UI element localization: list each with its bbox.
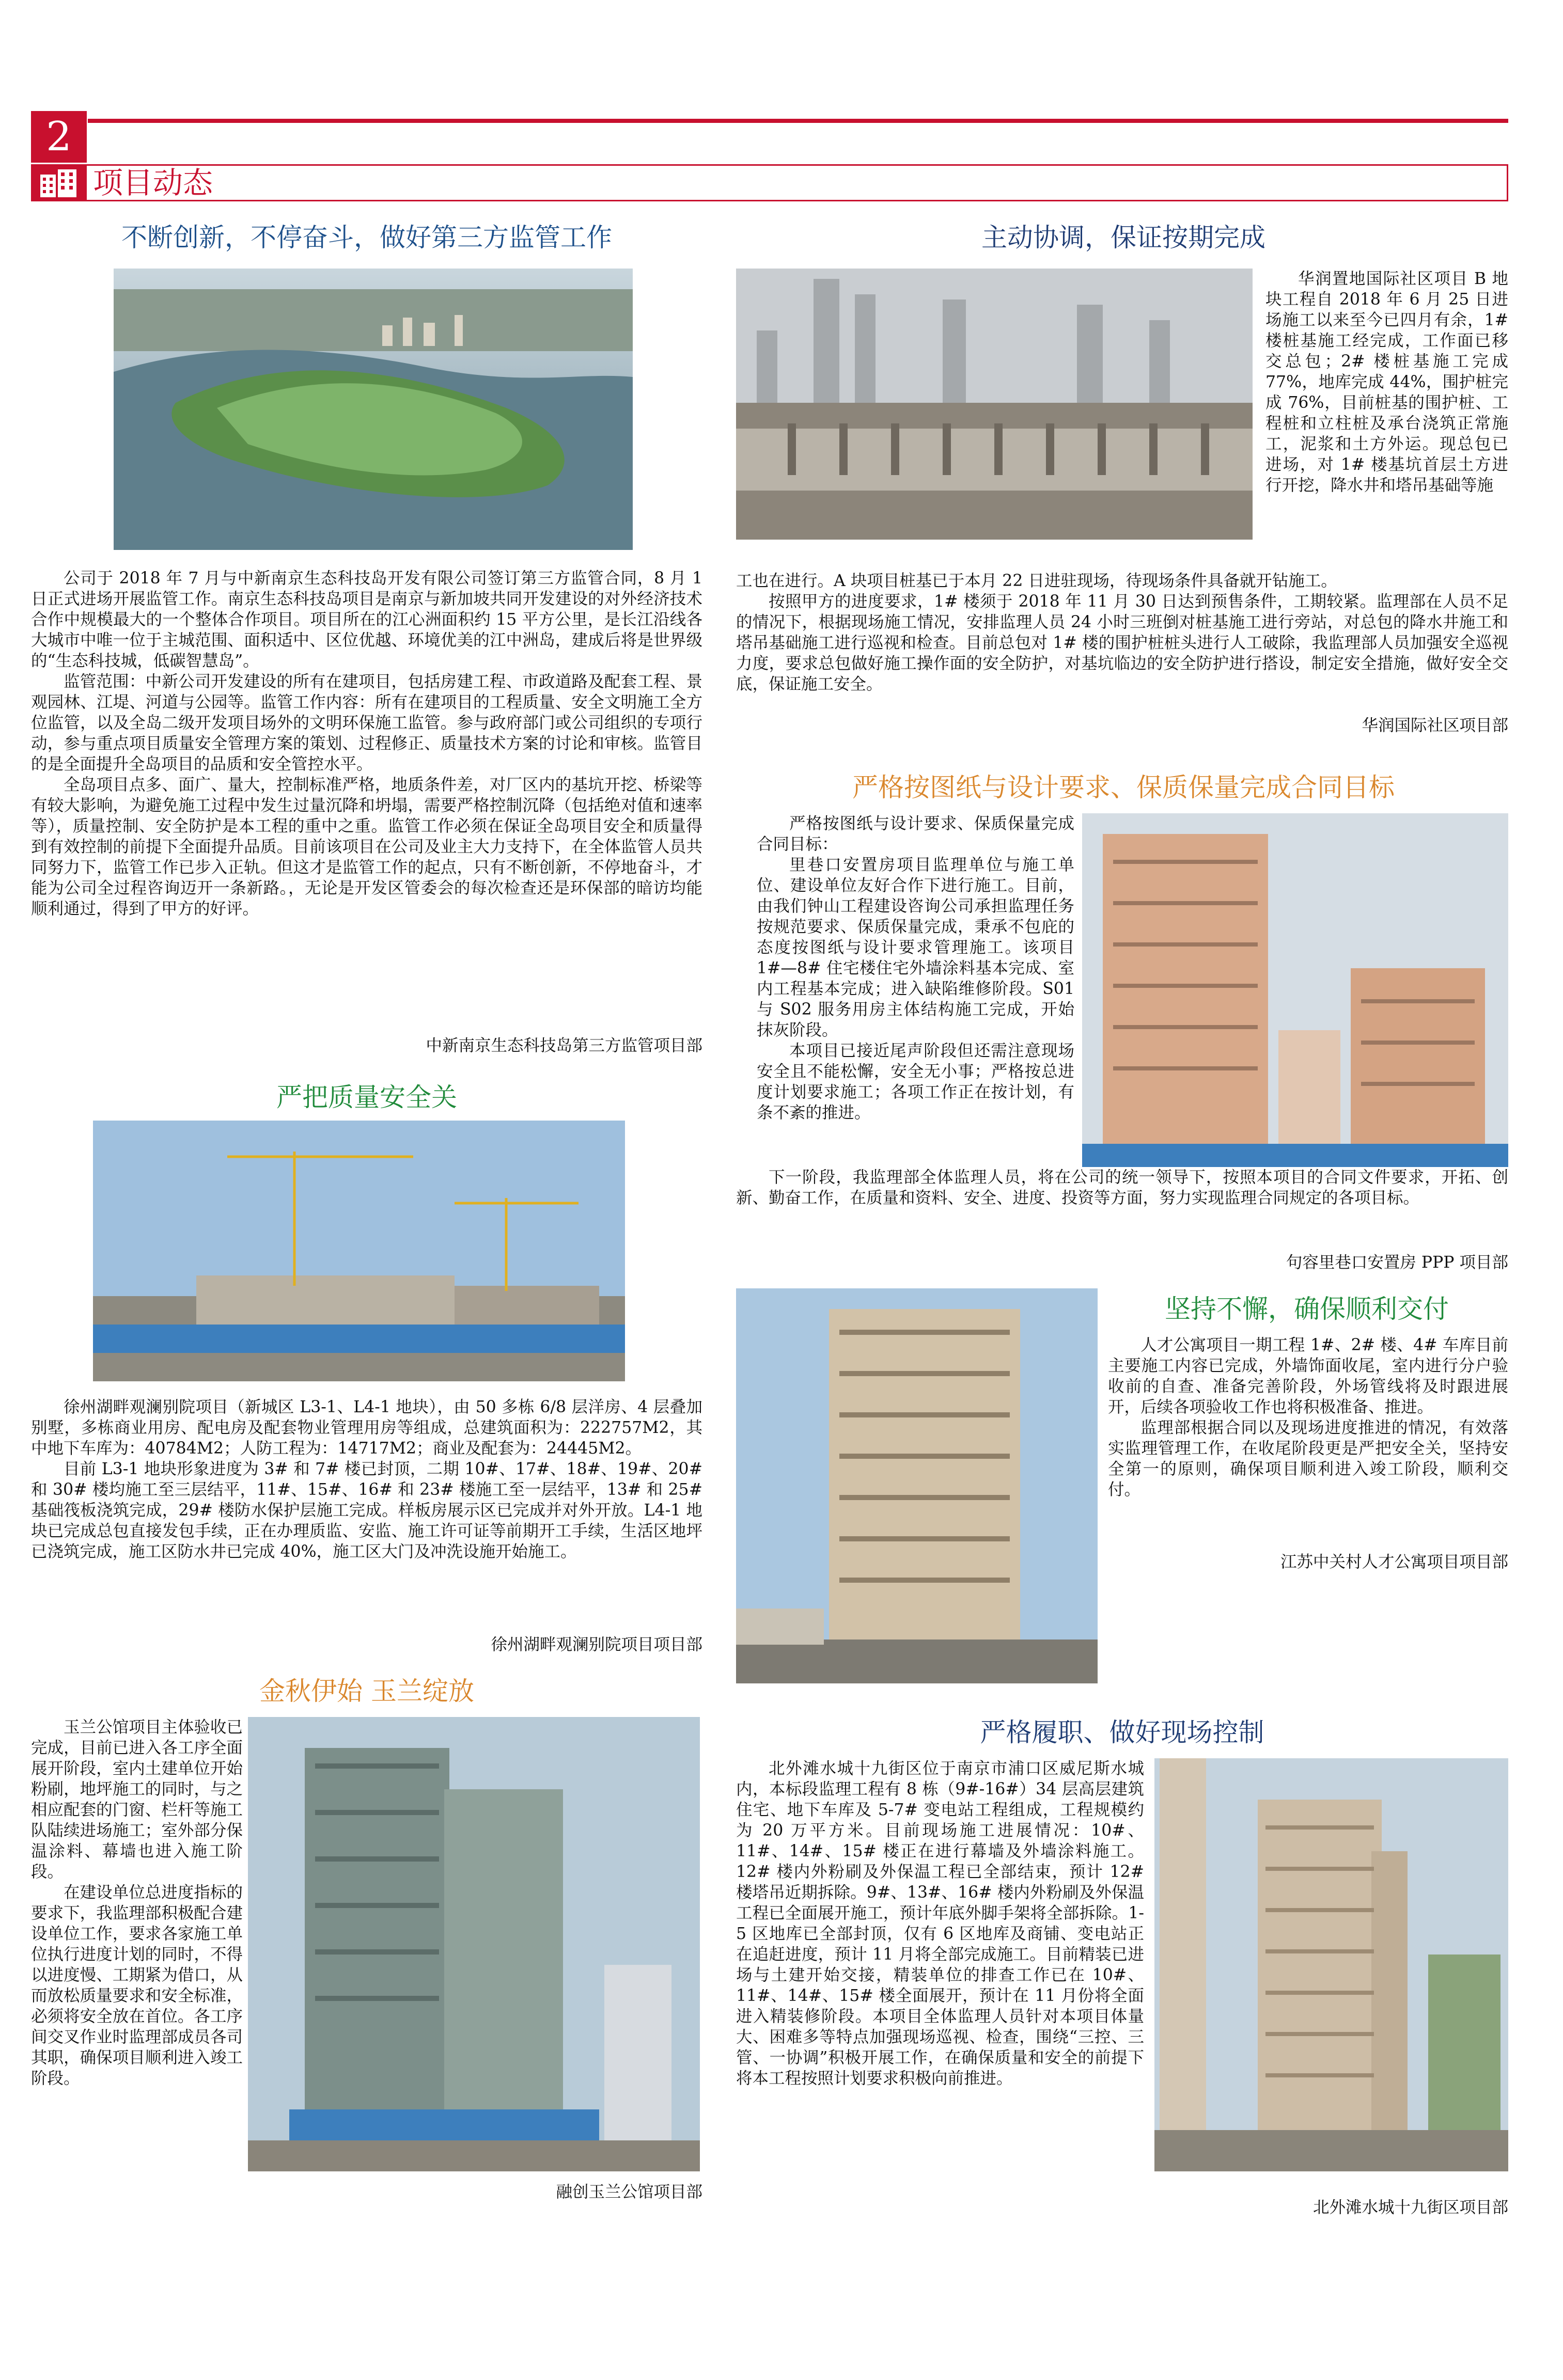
article-5-paragraph: 里巷口安置房项目监理单位与施工单位、建设单位友好合作下进行施工。目前，由我们钟山工程建设咨询公司承担监理任务按规范要求、保质保量完成，秉承不包庇的态度按图纸与设计要求管理施工。该项目 1#—8# 住宅楼住宅外墙涂料基本完成、室内工程基本完成；进入缺陷维修阶段。S01 与 S02 服务用房主体结构施工完成，开始抹灰阶段。 — [757, 856, 1074, 1039]
article-7-photo — [1154, 1758, 1508, 2171]
article-6-body — [1108, 1335, 1508, 1500]
article-1-paragraph: 全岛项目点多、面广、量大，控制标准严格，地质条件差，对厂区内的基坑开挖、桥梁等有较大影响，为避免施工过程中发生过量沉降和坍塌，需要严格控制沉降（包括绝对值和速率等），质量控制、安全防护是本工程的重中之重。监管工作必须在保证全岛项目安全和质量得到有效控制的前提下全面提升品质。目前该项目在公司及业主大力支持下，在全体监管人员共同努力下，监管工作已步入正轨。但这才是监管工作的起点，只有不断创新，不停地奋斗，才能为公司全过程咨询迈开一条新路。，无论是开发区管委会的每次检查还是环保部的暗访均能顺利通过，得到了甲方的好评。 — [31, 776, 702, 918]
article-5-paragraph: 下一阶段，我监理部全体监理人员，将在公司的统一领导下，按照本项目的合同文件要求，开拓、创新、勤奋工作，在质量和资料、安全、进度、投资等方面，努力实现监理合同规定的各项目标。 — [736, 1168, 1508, 1207]
article-5-body-2 — [736, 1167, 1508, 1208]
article-4-paragraph: 工也在进行。A 块项目桩基已于本月 22 日进驻现场，待现场条件具备就开钻施工。 — [736, 572, 1337, 590]
header-rule — [88, 119, 1508, 123]
article-4-paragraph: 按照甲方的进度要求，1# 楼须于 2018 年 11 月 30 日达到预售条件，工期较紧。监理部在人员不足的情况下，根据现场施工情况，安排监理人员 24 小时三班倒对桩基施工进行旁站，对总包的降水井施工和塔吊基础施工进行巡视和检查。目前总包对 1# 楼的围护桩桩头进行人工破除，我监理部人员加强安全巡视力度，要求总包做好施工操作面的安全防护，对基坑临边的安全防护进行搭设，制定安全措施，做好安全交底，保证施工安全。 — [736, 592, 1508, 693]
article-7-title: 严格履职、做好现场控制 — [980, 1717, 1264, 1747]
article-6-paragraph: 监理部根据合同以及现场进度推进的情况，有效落实监理管理工作，在收尾阶段更是严把安全关，坚持安全第一的原则，确保项目顺利进入竣工阶段，顺利交付。 — [1108, 1418, 1508, 1499]
article-6-paragraph: 人才公寓项目一期工程 1#、2# 楼、4# 车库目前主要施工内容已完成，外墙饰面收尾，室内进行分户验收前的自查、准备完善阶段，外场管线将及时跟进展开，后续各项验收工作也将积极准备、推进。 — [1108, 1336, 1508, 1416]
article-1-paragraph: 监管范围：中新公司开发建设的所有在建项目，包括房建工程、市政道路及配套工程、景观园林、江堤、河道与公园等。监管工作内容：所有在建项目的工程质量、安全文明施工全方位监管，以及全岛二级开发项目场外的文明环保施工监管。参与政府部门或公司组织的专项行动，参与重点项目质量安全管理方案的策划、过程修正、质量技术方案的讨论和审核。监管目的是全面提升全岛项目的品质和安全管控水平。 — [31, 672, 702, 774]
article-2-title: 严把质量安全关 — [276, 1082, 457, 1112]
section-banner — [31, 164, 1508, 201]
article-4-title: 主动协调，保证按期完成 — [981, 223, 1265, 253]
article-3-paragraph: 玉兰公馆项目主体验收已完成，目前已进入各工序全面展开阶段，室内土建单位开始粉刷，地坪施工的同时，与之相应配套的门窗、栏杆等施工队陆续进场施工；室外部分保温涂料、幕墙也进入施工阶段。 — [31, 1718, 243, 1881]
article-5-paragraph: 本项目已接近尾声阶段但还需注意现场安全且不能松懈，安全无小事；严格按总进度计划要求施工；各项工作正在按计划，有条不紊的推进。 — [757, 1042, 1074, 1122]
article-5-lead: 严格按图纸与设计要求、保质保量完成合同目标： — [757, 814, 1074, 854]
article-1-photo — [114, 269, 633, 550]
article-5-signature: 句容里巷口安置房 PPP 项目部 — [1286, 1253, 1508, 1272]
article-3-signature: 融创玉兰公馆项目部 — [556, 2183, 702, 2201]
article-3-title: 金秋伊始 玉兰绽放 — [259, 1676, 474, 1706]
article-1-paragraph: 公司于 2018 年 7 月与中新南京生态科技岛开发有限公司签订第三方监管合同，8 月 1 日正式进场开展监管工作。南京生态科技岛项目是南京与新加坡共同开发建设的对外经济技术合作中规模最大的一个整体合作项目。项目所在的江心洲面积约 15 平方公里，是长江沿线各大城市中唯一位于主城范围、面积适中、区位优越、环境优美的江中洲岛，建成后将是世界级的“生态科技城，低碳智慧岛”。 — [31, 569, 702, 670]
article-1-title: 不断创新，不停奋斗，做好第三方监管工作 — [121, 223, 612, 253]
building-icon — [37, 167, 81, 198]
article-2-signature: 徐州湖畔观澜别院项目项目部 — [491, 1635, 702, 1654]
article-4-signature: 华润国际社区项目部 — [1362, 716, 1508, 735]
article-4-side-paragraph: 华润置地国际社区项目 B 地块工程自 2018 年 6 月 25 日进场施工以来至今已四月有余，1# 楼桩基施工经完成，工作面已移交总包；2# 楼桩基施工完成 77%，地库完成 44%，围护桩完成 76%，目前桩基的围护桩、工程桩和立柱桩及承台浇筑正常施工，泥浆和土方外运。现总包已进场，对 1# 楼基坑首层土方进行开挖，降水井和塔吊基础等施 — [1265, 270, 1508, 495]
article-7-signature: 北外滩水城十九街区项目部 — [1312, 2198, 1508, 2217]
article-5-photo — [1082, 813, 1508, 1167]
article-1-signature: 中新南京生态科技岛第三方监管项目部 — [426, 1036, 702, 1055]
article-2-paragraph: 徐州湖畔观澜别院项目（新城区 L3-1、L4-1 地块），由 50 多栋 6/8 层洋房、4 层叠加别墅，多栋商业用房、配电房及配套物业管理用房等组成，总建筑面积为：222757M2，其中地下车库为：40784M2；人防工程为：14717M2；商业及配套为：24445M2。 — [31, 1398, 702, 1458]
section-title: 项目动态 — [93, 165, 213, 200]
article-6-title: 坚持不懈，确保顺利交付 — [1165, 1294, 1449, 1324]
article-7-body — [736, 1758, 1144, 2089]
article-3-photo — [248, 1717, 700, 2171]
article-2-paragraph: 目前 L3-1 地块形象进度为 3# 和 7# 楼已封顶，二期 10#、17#、18#、19#、20# 和 30# 楼均施工至三层结平，11#、15#、16# 和 23# 楼施工至一层结平，13# 和 25# 基础筏板浇筑完成，29# 楼防水保护层施工完成。样板房展示区已完成并对外开放。L4-1 地块已完成总包直接发包手续，正在办理质监、安监、施工许可证等前期开工手续，生活区地坪已浇筑完成，施工区防水井已完成 40%，施工区大门及冲洗设施开始施工。 — [31, 1460, 702, 1561]
article-5-body — [757, 813, 1074, 1123]
article-2-body — [31, 1397, 702, 1562]
article-6-signature: 江苏中关村人才公寓项目项目部 — [1280, 1553, 1508, 1571]
article-4-body — [736, 571, 1508, 695]
article-3-paragraph: 在建设单位总进度指标的要求下，我监理部积极配合建设单位工作，要求各家施工单位执行进度计划的同时，不得以进度慢、工期紧为借口，从而放松质量要求和安全标准，必须将安全放在首位。各工序间交叉作业时监理部成员各司其职，确保项目顺利进入竣工阶段。 — [31, 1883, 243, 2088]
article-2-photo — [93, 1121, 625, 1381]
article-6-photo — [736, 1288, 1098, 1683]
article-3-body — [31, 1717, 243, 2089]
article-7-paragraph: 北外滩水城十九街区位于南京市浦口区威尼斯水城内，本标段监理工程有 8 栋（9#-16#）34 层高层建筑住宅、地下车库及 5-7# 变电站工程组成，工程规模约为 20 万平方米。目前现场施工进展情况：10#、11#、14#、15# 楼正在进行幕墙及外墙涂料施工。12# 楼内外粉刷及外保温工程已全部结束，预计 12# 楼塔吊近期拆除。9#、13#、16# 楼内外粉刷及外保温工程已全面展开施工，预计年底外脚手架将全部拆除。1-5 区地库已全部封顶，仅有 6 区地库及商铺、变电站正在追赶进度，预计 11 月将全部完成施工。目前精装已进场与土建开始交接，精装单位的排查工作已在 10#、11#、14#、15# 楼全面展开，预计在 11 月份将全面进入精装修阶段。本项目全体监理人员针对本项目体量大、困难多等特点加强现场巡视、检查，围绕“三控、三管、一协调”积极开展工作，在确保质量和安全的前提下将本工程按照计划要求积极向前推进。 — [736, 1759, 1144, 2088]
article-5-title: 严格按图纸与设计要求、保质保量完成合同目标 — [852, 773, 1395, 802]
article-4-photo — [736, 269, 1253, 540]
article-4-side-text — [1265, 269, 1508, 496]
page-number: 2 — [46, 114, 72, 160]
article-1-body — [31, 568, 702, 919]
